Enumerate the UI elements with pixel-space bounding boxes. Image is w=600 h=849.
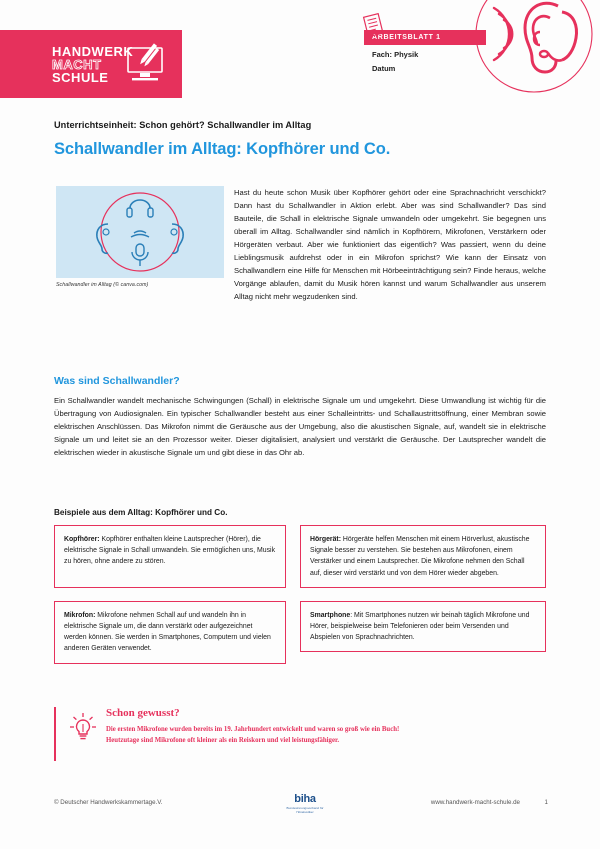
worksheet-subject: Fach: Physik xyxy=(372,50,419,59)
biha-logo-subtitle: Bundesinnungsverband für Hörakustiker xyxy=(286,806,324,815)
did-you-know-callout xyxy=(54,707,546,761)
section-what-is xyxy=(54,375,546,459)
example-boxes xyxy=(54,525,546,664)
callout-line-1: Die ersten Mikrofone wurden bereits im 19. Jahrhundert entwickelt und waren so groß wie ein Buch! xyxy=(106,726,400,733)
unit-kicker: Unterrichtseinheit: Schon gehört? Schallwandler im Alltag xyxy=(54,120,312,130)
lightbulb-icon xyxy=(68,710,98,744)
brand-logo-line-1: HANDWERK xyxy=(52,43,134,59)
worksheet-meta xyxy=(364,30,524,73)
callout-accent-bar xyxy=(54,707,56,761)
example-box-mikrofon xyxy=(54,601,286,664)
example-text: Mikrofone nehmen Schall auf und wandeln ihn in elektrische Signale um, die dann verstärkt oder aufgezeichnet werden können. Sie werden in Smartphones, Computern und vielen anderen Geräten verwendet. xyxy=(64,611,271,653)
page-title: Schallwandler im Alltag: Kopfhörer und Co. xyxy=(54,140,391,158)
illustration-graphics xyxy=(56,186,224,278)
biha-logo-text: biha xyxy=(294,793,316,805)
page-footer xyxy=(0,793,600,823)
examples-heading: Beispiele aus dem Alltag: Kopfhörer und Co. xyxy=(54,508,228,517)
brand-logo-line-2: MACHT xyxy=(52,56,102,72)
biha-logo xyxy=(282,793,328,814)
figure-caption: Schallwandler im Alltag (© canva.com) xyxy=(56,282,149,288)
example-box-hoergeraet xyxy=(300,525,546,588)
sound-transducer-illustration xyxy=(56,186,224,278)
example-text: : Mit Smartphones nutzen wir beinah täglich Mikrofone und Hörer, beispielweise beim Telefonieren oder beim Versenden und Abspielen von Sprachnachrichten. xyxy=(310,611,530,642)
example-box-row-2 xyxy=(54,601,546,664)
example-term: Hörgerät: xyxy=(310,536,342,543)
example-term: Mikrofon: xyxy=(64,611,96,619)
footer-website[interactable]: www.handwerk-macht-schule.de xyxy=(430,799,520,806)
section-examples-heading-wrap xyxy=(54,508,546,517)
example-box-row-1 xyxy=(54,525,546,588)
intro-figure xyxy=(56,186,224,288)
worksheet-document-icon xyxy=(361,13,387,39)
example-term: Kopfhörer: xyxy=(64,536,100,543)
monitor-with-pencils-icon xyxy=(124,42,170,86)
section-what-heading: Was sind Schallwandler? xyxy=(54,375,180,387)
worksheet-number-badge: ARBEITSBLATT 1 xyxy=(364,30,486,45)
callout-line-2: Heutzutage sind Mikrofone oft kleiner als ein Reiskorn und viel leistungsfähiger. xyxy=(106,737,340,744)
example-term: Smartphone xyxy=(310,611,351,619)
footer-copyright: © Deutscher Handwerkskammertage.V. xyxy=(54,799,163,806)
example-text: Kopfhörer enthalten kleine Lautsprecher (Hörer), die elektrische Signale in Schall umwandeln. Sie ermöglichen uns, Musik zu hören, ohne andere zu stören. xyxy=(64,536,276,566)
intro-paragraph: Hast du heute schon Musik über Kopfhörer gehört oder eine Sprachnachricht verschickt? Dann hast du Schallwandler in Aktion erlebt. Aber was sind Schallwandler? Das sind Bauteile, die Schall in elektrische Signale umwandeln oder umgekehrt. Sie begegnen uns überall im Alltag. Schallwandler sind nämlich in Kopfhörern, Mikrofonen, Verstärkern oder Hörgeräten verbaut. Aber wie funktioniert das eigentlich? Was passiert, wenn du deine Lieblingsmusik aufdrehst oder in ein Mikrofon sprichst? Wie kann der Einsatz von Schallwandlern eine Hilfe für Menschen mit Hörbeeinträchtigung sein? Finde heraus, welche Vorgänge ablaufen, damit du Musik hören kannst und warum Schallwandler aus unserem Alltag nicht mehr wegzudenken sind. xyxy=(234,188,546,302)
worksheet-date: Datum xyxy=(372,64,396,73)
page-header xyxy=(0,0,600,112)
example-box-smartphone xyxy=(300,601,546,653)
brand-logo-line-3: SCHULE xyxy=(52,69,109,85)
section-what-text: Ein Schallwandler wandelt mechanische Schwingungen (Schall) in elektrische Signale um und umgekehrt. Diese Umwandlung ist wichtig für die Übertragung von Audiosignalen. Ein typischer Schallwandler besteht aus einer Schalleintritts- und Schallaustrittsöffnung, einer Membran sowie elektrischen Anschlüssen. Das Mikrofon nimmt die Geräusche aus der Umgebung, also die akustischen Signale, auf, wandelt sie in elektrische Signale um und leitet sie an den Prozessor weiter. Dieser digitalisiert, analysiert und verstärkt die Geräusche. Der Lautsprecher wandelt die elektrischen wieder in akustische Signale um und gibt diese in das Ohr ab. xyxy=(54,396,546,458)
footer-page-number: 1 xyxy=(544,799,548,806)
brand-logo xyxy=(0,30,182,98)
brand-logo-wordmark xyxy=(52,45,133,84)
callout-content xyxy=(106,707,546,746)
example-box-kopfhoerer xyxy=(54,525,286,588)
example-text: Hörgeräte helfen Menschen mit einem Hörverlust, akustische Signale besser zu verstehen. Sie bestehen aus Mikrofonen, einem Verstärker und einem Lautsprecher. Die Mikrofone nehmen den Schall auf, dieser wird verstärkt und von dem Hörer wieder abgeben. xyxy=(310,536,530,577)
callout-title: Schon gewusst? xyxy=(106,707,180,719)
